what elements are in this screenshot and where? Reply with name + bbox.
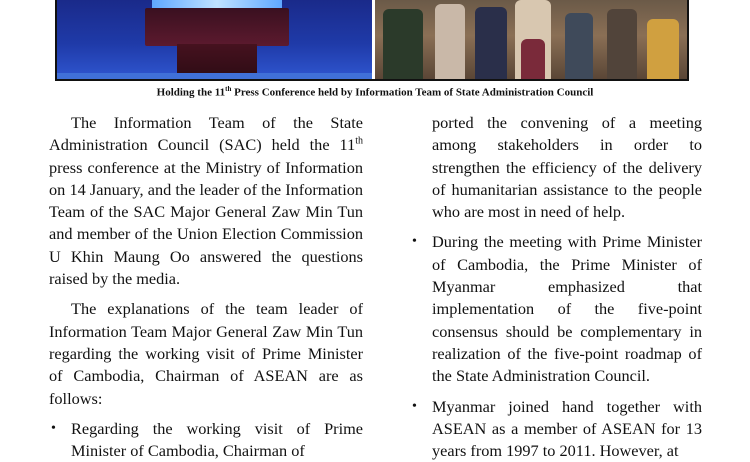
press-conference-podium-photo [57, 0, 372, 79]
paragraph-explanations: The explanations of the team leader of Information Team Major General Zaw Min Tun regarding the working visit of Prime Minister of Cambodia, Chairman of ASEAN are as follows: [49, 299, 363, 408]
bullet-text: Regarding the working visit of Prime Minister of Cambodia, Chairman of [71, 418, 363, 461]
person-figure [607, 9, 637, 79]
person-figure [383, 9, 423, 79]
bullet-item-asean-membership [410, 396, 702, 462]
photo-caption [0, 85, 750, 99]
person-figure [475, 7, 507, 79]
caption-text-rest: Press Conference held by Information Team of State Administration Council [231, 86, 594, 99]
person-figure [521, 39, 545, 79]
paragraph-text-rest: press conference at the Ministry of Information on 14 January, and the leader of the Information Team of the SAC Major General Zaw Min Tun and member of the Union Election Commission U Khin Maung Oo answered the questions raised by the media. [49, 157, 363, 289]
left-column [49, 112, 363, 462]
bullet-item-cambodia-meeting [410, 231, 702, 387]
bullet-text: During the meeting with Prime Minister of Cambodia, the Prime Minister of Myanmar emphasized that implementation of the five-point consensus should be complementary in realization of the five-point roadmap of the State Administration Council. [432, 232, 702, 386]
bullet-icon: • [412, 234, 417, 250]
bullet-item-working-visit [49, 418, 363, 462]
caption-text: Holding the 11 [156, 86, 226, 99]
audience-photo [375, 0, 687, 79]
bullet-icon: • [412, 398, 417, 414]
right-column [410, 112, 702, 462]
paragraph-text: The Information Team of the State Administration Council (SAC) held the 11 [49, 113, 363, 155]
caption-superscript: th [225, 85, 232, 93]
ordinal-superscript: th [355, 135, 363, 147]
person-figure [435, 4, 465, 79]
photo-strip [55, 0, 689, 81]
podium [145, 8, 289, 46]
bullet-text: ported the convening of a meeting among stakeholders in order to strengthen the efficiency of the delivery of humanitarian assistance to the people who are most in need of help. [432, 113, 702, 222]
bullet-icon: • [51, 420, 56, 436]
stage-floor [57, 73, 372, 79]
paragraph-press-conference [49, 112, 363, 290]
person-figure [565, 13, 593, 79]
bullet-continuation [410, 112, 702, 223]
bullet-text: Myanmar joined hand together with ASEAN as a member of ASEAN for 13 years from 1997 to 2011. However, at [432, 396, 702, 461]
person-figure [647, 19, 679, 79]
